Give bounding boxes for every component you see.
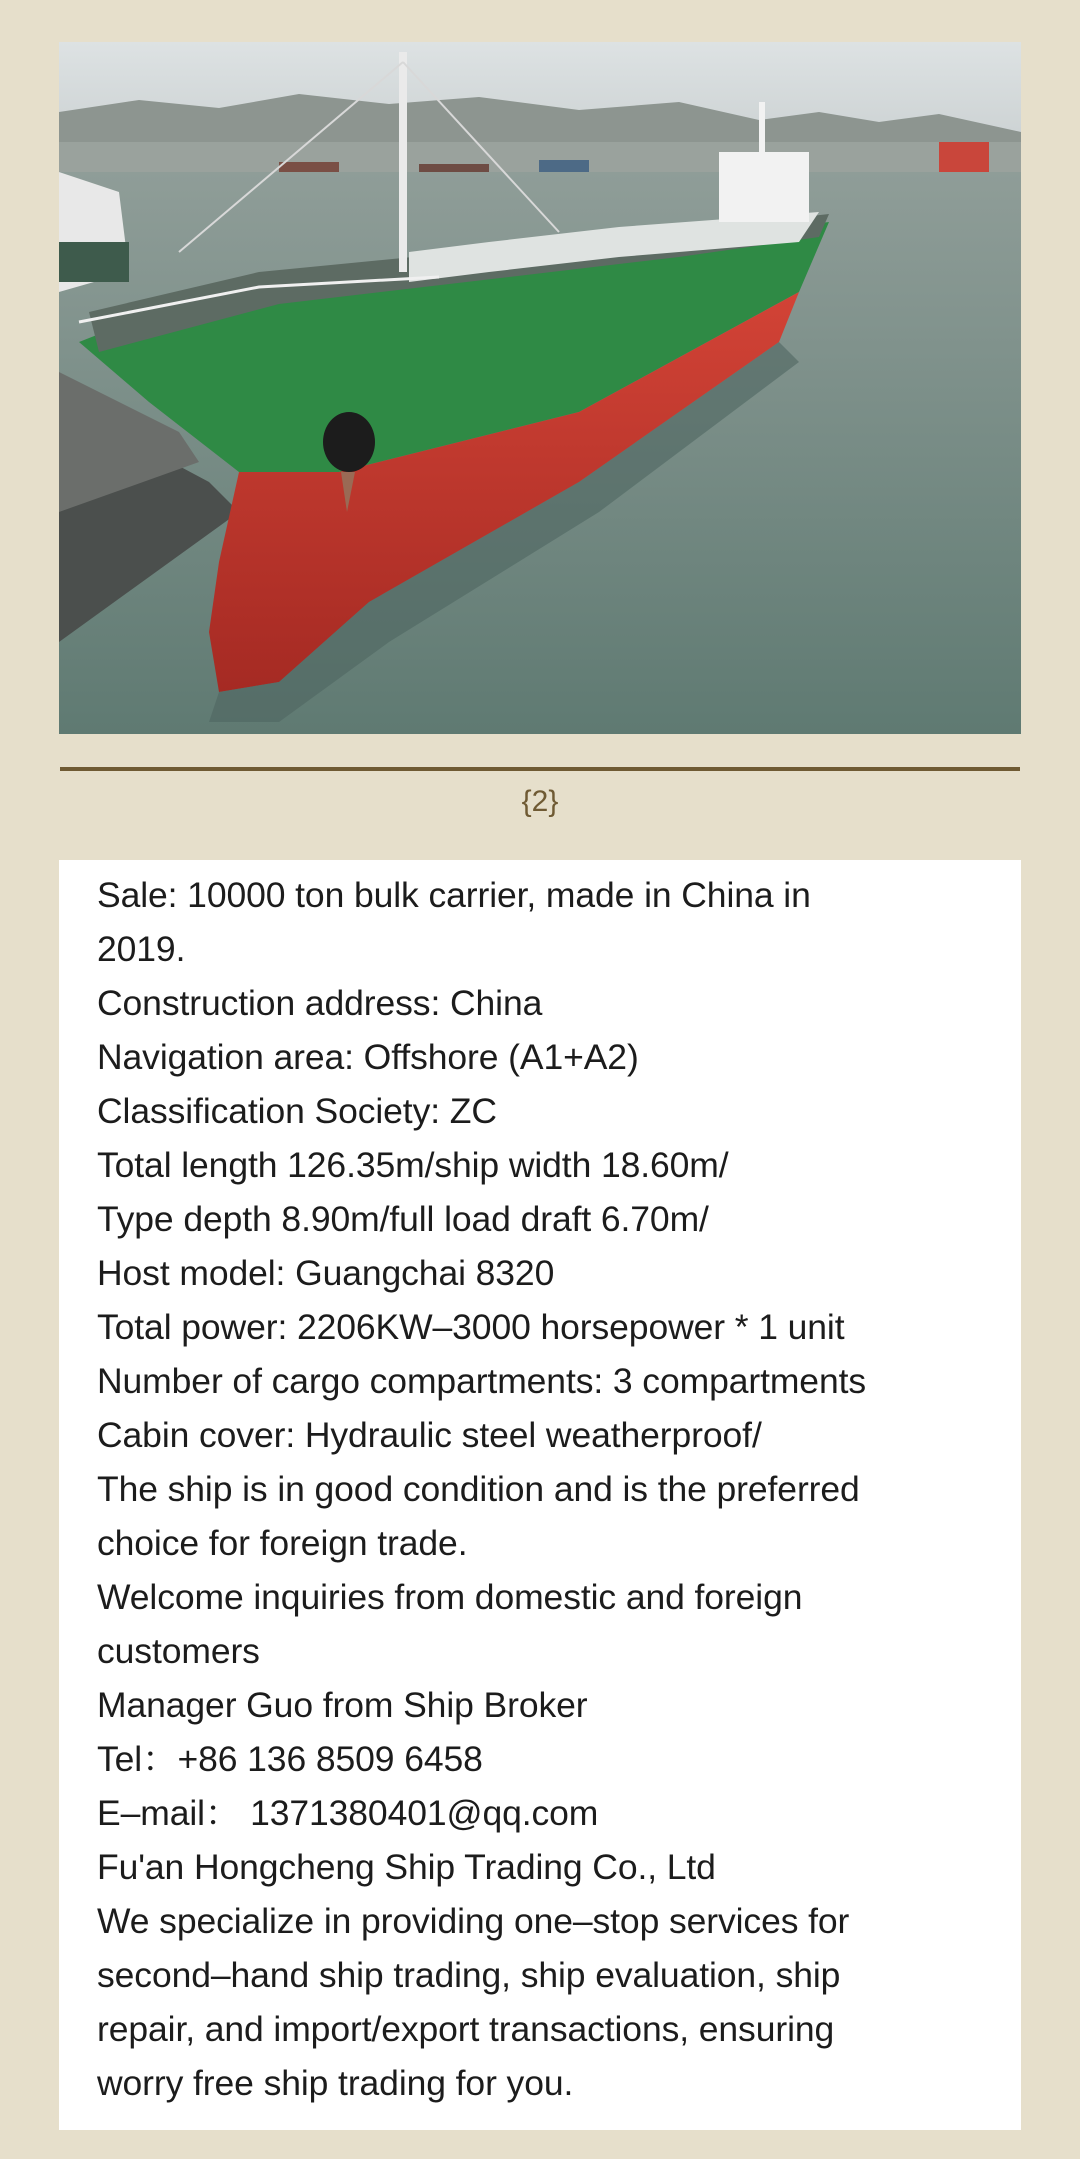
phone-line[interactable]: Tel：+86 136 8509 6458: [97, 1739, 483, 1779]
listing-line: Manager Guo from Ship Broker: [97, 1685, 588, 1725]
listing-line: second–hand ship trading, ship evaluation, ship: [97, 1955, 841, 1995]
listing-line: Welcome inquiries from domestic and foreign: [97, 1577, 803, 1617]
listing-line: Fu'an Hongcheng Ship Trading Co., Ltd: [97, 1847, 716, 1887]
email-line[interactable]: E–mail： 1371380401@qq.com: [97, 1793, 599, 1833]
listing-line: choice for foreign trade.: [97, 1523, 468, 1563]
listing-card: [59, 860, 1021, 2130]
listing-line: Cabin cover: Hydraulic steel weatherproof/: [97, 1415, 762, 1455]
listing-line: 2019.: [97, 929, 186, 969]
ship-illustration: [59, 42, 1021, 734]
listing-line: Navigation area: Offshore (A1+A2): [97, 1037, 639, 1077]
listing-line: Type depth 8.90m/full load draft 6.70m/: [97, 1199, 709, 1239]
listing-text: [97, 868, 997, 2110]
listing-line: worry free ship trading for you.: [97, 2063, 574, 2103]
listing-line: customers: [97, 1631, 260, 1671]
listing-line: Construction address: China: [97, 983, 543, 1023]
listing-line: Host model: Guangchai 8320: [97, 1253, 555, 1293]
section-index-label: {2}: [521, 785, 559, 818]
listing-line: We specialize in providing one–stop services for: [97, 1901, 850, 1941]
listing-line: Classification Society: ZC: [97, 1091, 497, 1131]
listing-line: repair, and import/export transactions, ensuring: [97, 2009, 835, 2049]
listing-line: Sale: 10000 ton bulk carrier, made in China in: [97, 875, 811, 915]
listing-line: Total length 126.35m/ship width 18.60m/: [97, 1145, 729, 1185]
listing-line: The ship is in good condition and is the preferred: [97, 1469, 860, 1509]
ship-photo: [59, 42, 1021, 734]
listing-line: Number of cargo compartments: 3 compartments: [97, 1361, 867, 1401]
section-divider: [60, 767, 1020, 771]
listing-line: Total power: 2206KW–3000 horsepower * 1 unit: [97, 1307, 845, 1347]
